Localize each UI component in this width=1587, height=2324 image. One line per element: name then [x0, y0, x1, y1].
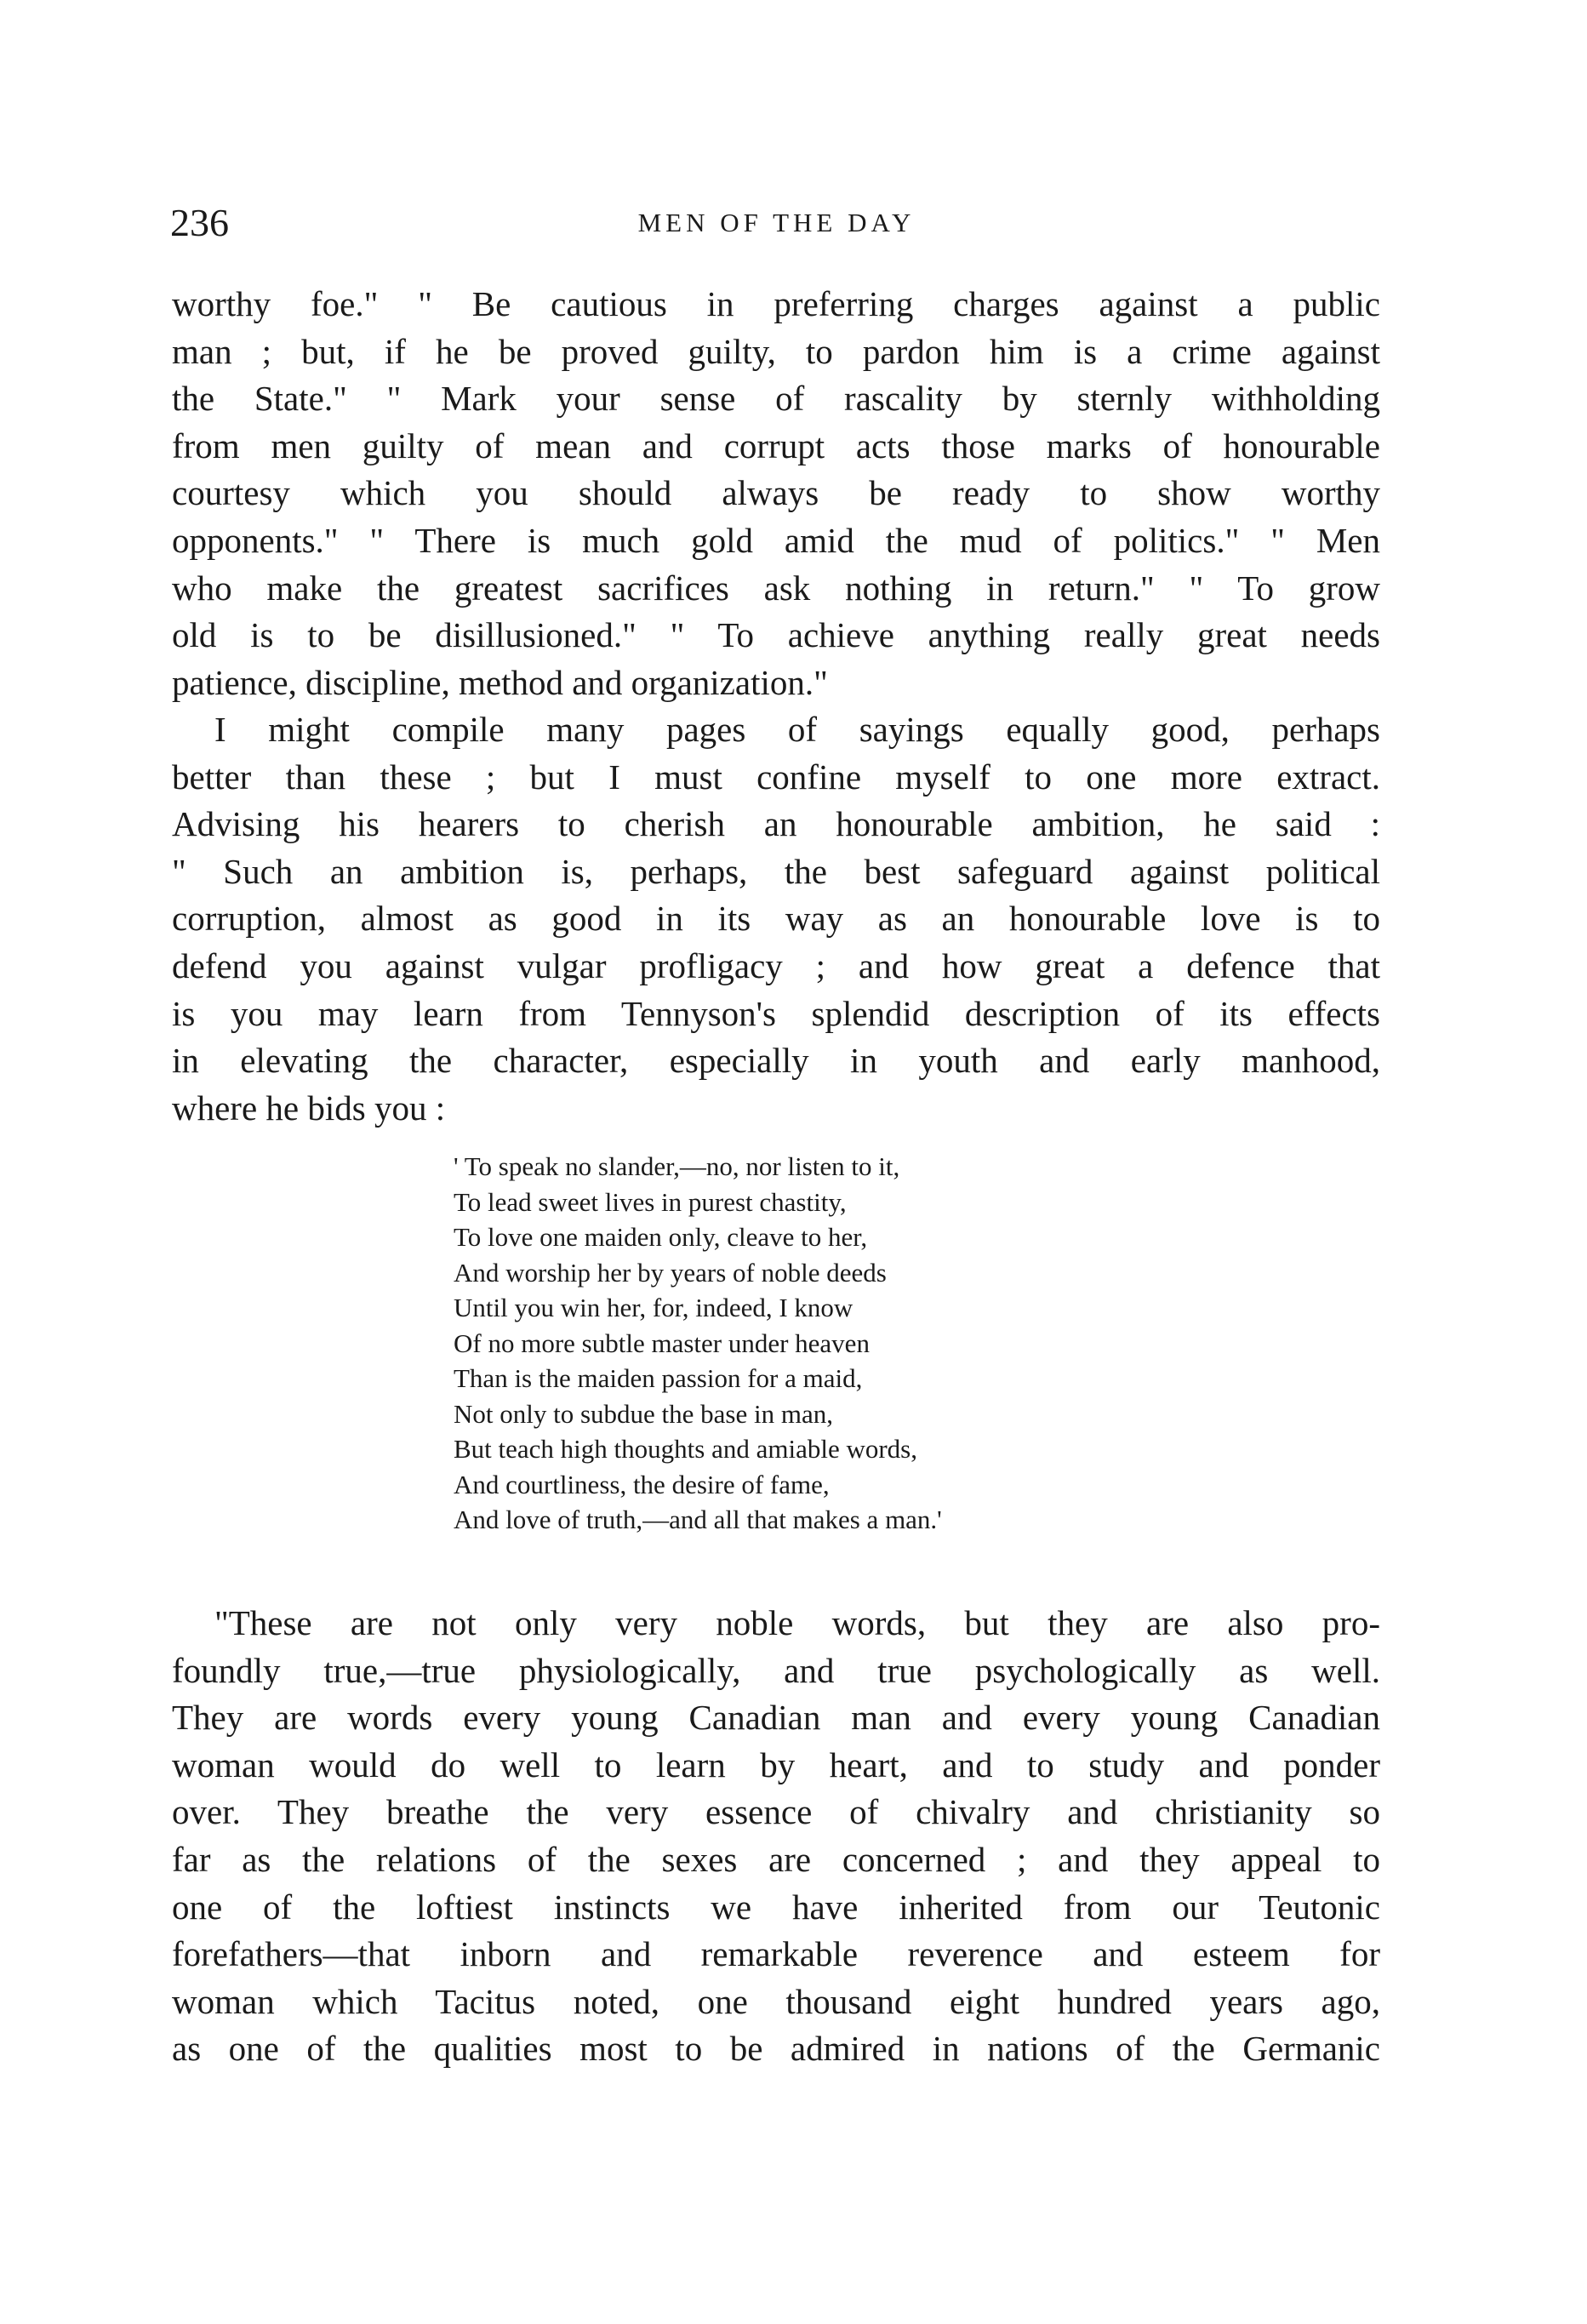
text-line: They are words every young Canadian man and every young Canadian: [172, 1698, 1380, 1738]
text-line: "These are not only very noble words, but they are also pro-: [214, 1603, 1380, 1642]
poem-line: ' To speak no slander,—no, nor listen to it,: [454, 1151, 900, 1181]
poem-line: To love one maiden only, cleave to her,: [454, 1222, 868, 1252]
text-line: defend you against vulgar profligacy ; and how great a defence that: [172, 945, 1380, 985]
text-line: old is to be disillusioned." " To achieve anything really great needs: [172, 615, 1380, 655]
text-line: one of the loftiest instincts we have inherited from our Teutonic: [172, 1887, 1380, 1927]
poem-line: Than is the maiden passion for a maid,: [454, 1363, 863, 1393]
text-line: courtesy which you should always be ready to show worthy: [172, 473, 1380, 513]
poem-line: Until you win her, for, indeed, I know: [454, 1293, 853, 1322]
text-line: woman would do well to learn by heart, and to study and ponder: [172, 1744, 1380, 1784]
paragraph-2: [172, 706, 1380, 1132]
text-line: as one of the qualities most to be admired in nations of the Germanic: [172, 2029, 1380, 2069]
text-line: patience, discipline, method and organization.": [172, 662, 828, 702]
poem-line: Not only to subdue the base in man,: [454, 1398, 833, 1429]
poem-line: And courtliness, the desire of fame,: [454, 1469, 830, 1499]
text-line: " Such an ambition is, perhaps, the best safeguard against political: [172, 851, 1380, 891]
text-line: who make the greatest sacrifices ask nothing in return." " To grow: [172, 568, 1380, 608]
text-line: the State." " Mark your sense of rascality by sternly withholding: [172, 379, 1380, 419]
text-line: man ; but, if he be proved guilty, to pardon him is a crime against: [172, 331, 1380, 371]
text-line: opponents." " There is much gold amid the mud of politics." " Men: [172, 520, 1380, 560]
text-line: where he bids you :: [172, 1088, 446, 1128]
poem-quotation: [454, 1149, 1151, 1538]
poem-line: But teach high thoughts and amiable words,: [454, 1434, 917, 1464]
poem-line: To lead sweet lives in purest chastity,: [454, 1186, 847, 1217]
text-line: far as the relations of the sexes are concerned ; and they appeal to: [172, 1839, 1380, 1879]
text-line: forefathers—that inborn and remarkable reverence and esteem for: [172, 1934, 1380, 1974]
text-line: better than these ; but I must confine myself to one more extract.: [172, 757, 1380, 797]
text-line: over. They breathe the very essence of chivalry and christianity so: [172, 1792, 1380, 1832]
page-number: 236: [170, 201, 229, 244]
poem-line: And worship her by years of noble deeds: [454, 1257, 887, 1288]
running-head: [170, 197, 1383, 248]
text-line: is you may learn from Tennyson's splendid description of its effects: [172, 993, 1380, 1033]
text-line: in elevating the character, especially in youth and early manhood,: [172, 1041, 1380, 1081]
text-line: woman which Tacitus noted, one thousand eight hundred years ago,: [172, 1981, 1380, 2021]
poem-line: And love of truth,—and all that makes a man.': [454, 1505, 942, 1534]
poem-line: Of no more subtle master under heaven: [454, 1328, 870, 1358]
text-line: Advising his hearers to cherish an honourable ambition, he said :: [172, 804, 1380, 844]
paragraph-3: [172, 1600, 1380, 2073]
text-line: worthy foe." " Be cautious in preferring charges against a public: [172, 284, 1380, 323]
text-line: corruption, almost as good in its way as an honourable love is to: [172, 899, 1380, 939]
running-title: MEN OF THE DAY: [637, 208, 916, 237]
text-line: foundly true,—true physiologically, and true psychologically as well.: [172, 1650, 1380, 1690]
text-line: I might compile many pages of sayings equally good, perhaps: [214, 710, 1380, 749]
paragraph-1: [172, 281, 1380, 706]
text-line: from men guilty of mean and corrupt acts those marks of honourable: [172, 425, 1380, 465]
